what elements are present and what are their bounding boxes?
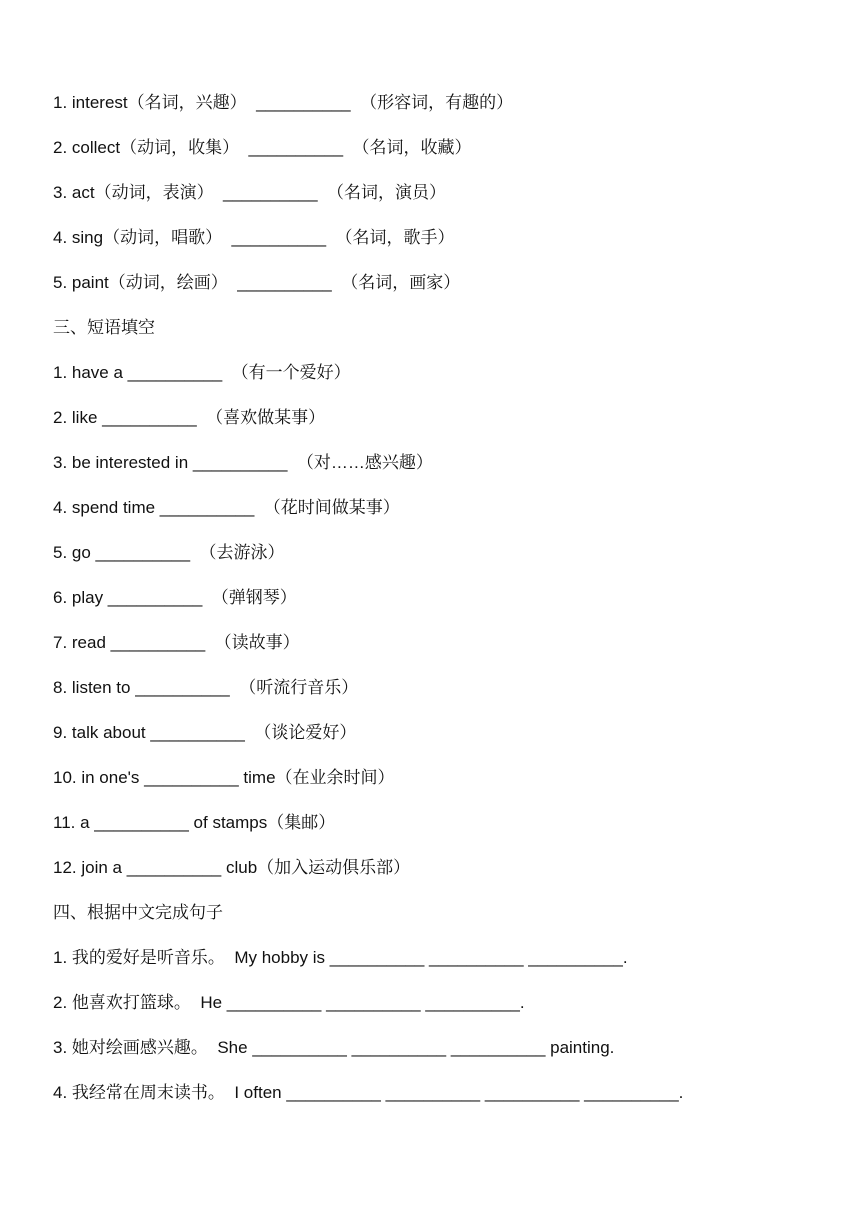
phrase-item-12: 12. join a __________ club（加入运动俱乐部） (53, 858, 411, 877)
sentence-item-3: 3. 她对绘画感兴趣。 She __________ __________ __________ painting. (53, 1038, 615, 1057)
sentence-item-4: 4. 我经常在周末读书。 I often __________ __________ __________ __________. (53, 1083, 684, 1102)
phrase-item-5: 5. go __________ （去游泳） (53, 543, 285, 562)
phrase-item-2: 2. like __________ （喜欢做某事） (53, 408, 326, 427)
word-formation-item-1: 1. interest（名词，兴趣） __________ （形容词，有趣的） (53, 93, 514, 112)
phrase-item-7: 7. read __________ （读故事） (53, 633, 300, 652)
phrase-item-3: 3. be interested in __________ （对……感兴趣） (53, 453, 433, 472)
phrase-item-6: 6. play __________ （弹钢琴） (53, 588, 297, 607)
sentences-section-heading: 四、根据中文完成句子 (53, 903, 223, 923)
phrases-section-heading: 三、短语填空 (53, 318, 155, 338)
phrase-item-8: 8. listen to __________ （听流行音乐） (53, 678, 359, 697)
word-formation-item-4: 4. sing（动词，唱歌） __________ （名词，歌手） (53, 228, 455, 247)
phrase-item-4: 4. spend time __________ （花时间做某事） (53, 498, 400, 517)
word-formation-item-5: 5. paint（动词，绘画） __________ （名词，画家） (53, 273, 461, 292)
sentence-item-1: 1. 我的爱好是听音乐。 My hobby is __________ __________ __________. (53, 948, 628, 967)
word-formation-item-2: 2. collect（动词，收集） __________ （名词，收藏） (53, 138, 472, 157)
sentence-item-2: 2. 他喜欢打篮球。 He __________ __________ __________. (53, 993, 525, 1012)
phrase-item-9: 9. talk about __________ （谈论爱好） (53, 723, 357, 742)
word-formation-item-3: 3. act（动词，表演） __________ （名词，演员） (53, 183, 447, 202)
phrase-item-11: 11. a __________ of stamps（集邮） (53, 813, 336, 832)
phrase-item-10: 10. in one's __________ time（在业余时间） (53, 768, 395, 787)
phrase-item-1: 1. have a __________ （有一个爱好） (53, 363, 351, 382)
